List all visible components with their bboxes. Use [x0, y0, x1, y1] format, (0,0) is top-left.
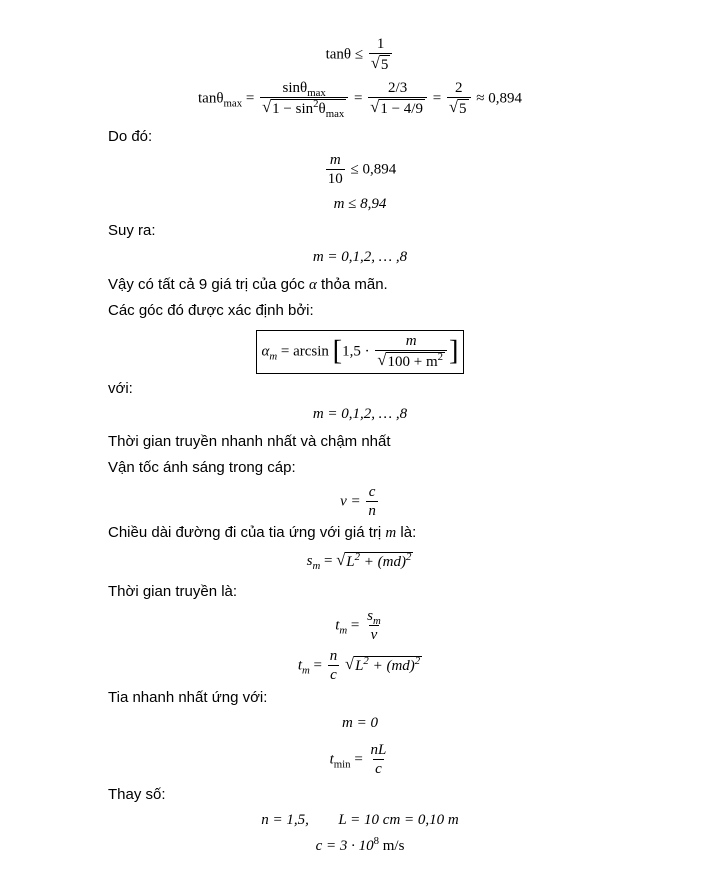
equation-c: $c = 3 \cdot 10^8$ m/s — [315, 835, 405, 854]
equation-m-values: m = 0,1,2, … ,8 — [312, 249, 408, 265]
equation-m-zero: m = 0 — [342, 715, 378, 731]
equation-s-m: $s_m$ = √ $L^2 + (md)^2$ — [306, 550, 412, 573]
equation-alpha-m-boxed — [0, 330, 720, 374]
equation-m-bound: m ≤ 8,94 — [333, 196, 387, 212]
text-thoi-gian-truyen: Thời gian truyền là: — [108, 583, 238, 600]
equation-t-m-2: $t_m$ = $\frac{n}{c}$ √ $L^2 + (md)^2$ — [297, 648, 421, 683]
equation-tan-inequality: tanθ ≤ 1 √ 5 — [0, 36, 720, 74]
text-cac-goc: Các góc đó được xác định bởi: — [108, 302, 314, 319]
equation-tan-max: tanθ$_{max}$ = sinθ$_{max}$ √ $1 - \sin^2\theta_{max}$ = 2/3 √ 1 − 4/9 = 2 √ 5 ≈ 0,894 — [198, 80, 522, 120]
equation-t-m-1: $t_m$ = $\frac{s_m}{v}$ — [335, 608, 381, 643]
text-do-do: Do đó: — [108, 128, 153, 145]
equation-m-values-2: m = 0,1,2, … ,8 — [312, 406, 408, 422]
text-vay-co: Vậy có tất cả 9 giá trị của góc α thỏa mãn. — [108, 276, 388, 293]
equation-v: v = $\frac{c}{n}$ — [340, 484, 376, 519]
equation-values: n = 1,5, L = 10 cm = 0,10 m — [261, 812, 459, 828]
fraction: 1 √ 5 — [369, 36, 393, 74]
text-suy-ra: Suy ra: — [108, 222, 156, 239]
formula-box: $\alpha_m = \arcsin [1,5$ · m √ $100 + m^2$ ] — [256, 330, 463, 374]
heading-thoi-gian: Thời gian truyền nhanh nhất và chậm nhất — [108, 433, 391, 450]
equation-m-ratio: $\frac{m}{10}$ ≤ 0,894 — [327, 152, 397, 187]
text-voi: với: — [108, 380, 133, 397]
text-tia-nhanh: Tia nhanh nhất ứng với: — [108, 689, 268, 706]
text-chieu-dai: Chiều dài đường đi của tia ứng với giá trị m là: — [108, 524, 417, 541]
text-thay-so: Thay số: — [108, 786, 166, 803]
text-van-toc: Vận tốc ánh sáng trong cáp: — [108, 459, 296, 476]
equation-t-min: $t_{min}$ = $\frac{nL}{c}$ — [329, 742, 387, 777]
sqrt-symbol: √ 5 — [370, 52, 389, 73]
